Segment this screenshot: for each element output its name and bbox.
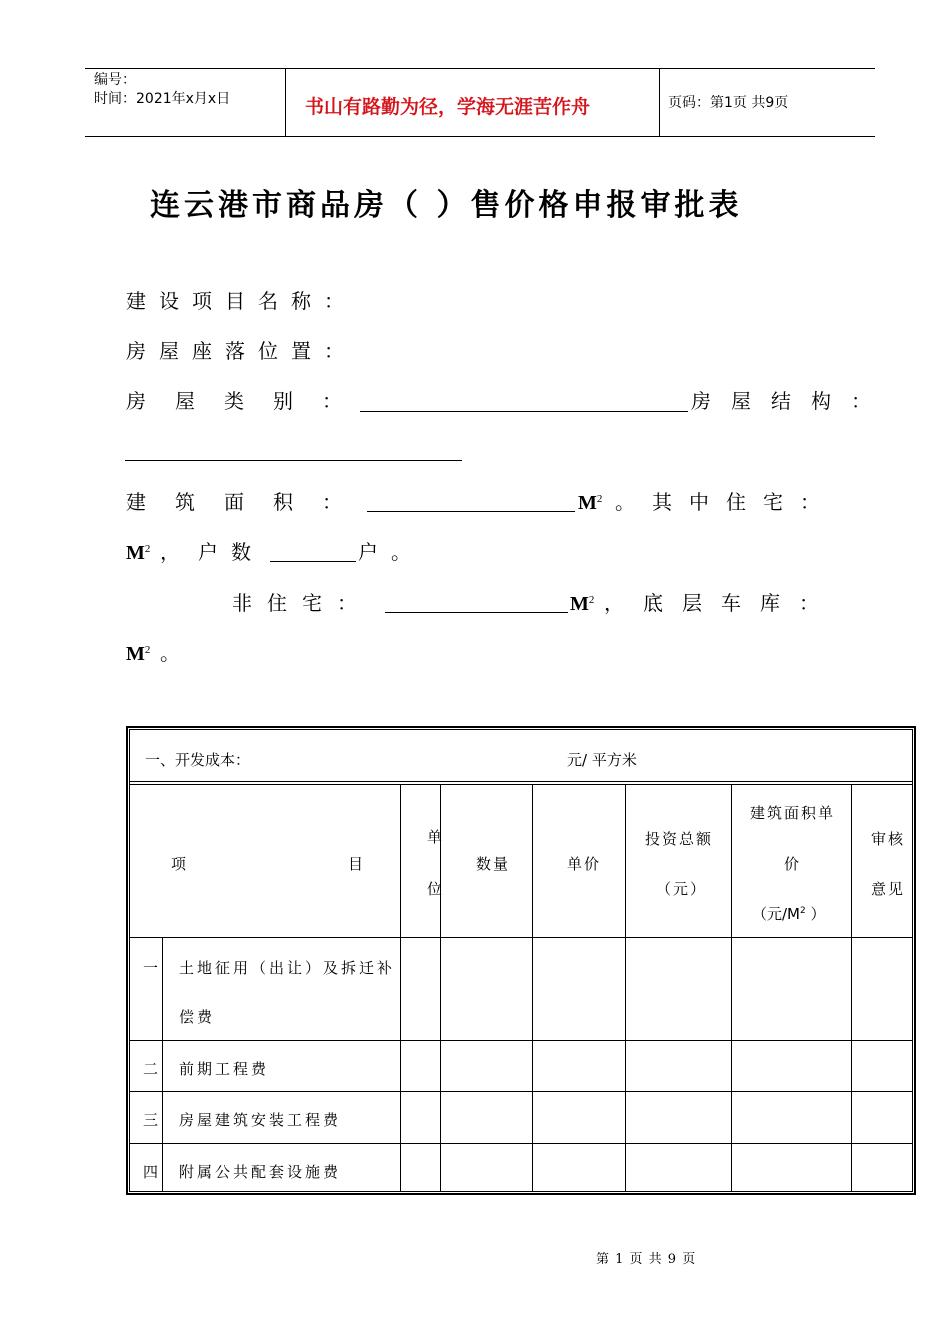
- th-review-b: 意见: [871, 880, 906, 898]
- residential-label: 。其中住宅：: [615, 490, 837, 514]
- non-residential-unit: $M^2$: [570, 593, 595, 615]
- building-area-blank[interactable]: [367, 511, 575, 512]
- row-line-2: [129, 1091, 913, 1092]
- header-motto: 书山有路勤为径，学海无涯苦作舟: [305, 96, 591, 118]
- households-blank[interactable]: [270, 561, 356, 562]
- th-area-price-b: 价: [784, 855, 802, 873]
- section-unit: 元/ 平方米: [567, 751, 637, 769]
- col-line-unit: [400, 784, 401, 1192]
- garage-label: ，底层车库：: [604, 591, 838, 615]
- households-unit: 户。: [358, 540, 424, 564]
- house-type-blank[interactable]: [360, 411, 688, 412]
- house-structure-blank[interactable]: [125, 460, 462, 461]
- th-area-price-a: 建筑面积单: [750, 804, 836, 822]
- non-residential-label: 非住宅：: [232, 591, 372, 615]
- section-title: 一、开发成本：: [145, 751, 251, 769]
- col-line-no: [162, 937, 163, 1192]
- page-footer: 第 1 页 共 9 页: [596, 1252, 697, 1267]
- households-label: 户数: [198, 540, 264, 564]
- row-name-1b: 偿费: [179, 1008, 216, 1026]
- header-number-label: 编号：: [94, 72, 136, 88]
- th-area-price-c: （元$/M^2$ ）: [752, 905, 826, 923]
- row-name-3: 房屋建筑安装工程费: [179, 1111, 342, 1129]
- row-name-1a: 土地征用（出让）及拆迁补: [179, 959, 396, 977]
- row-no-3: 三: [143, 1111, 162, 1129]
- th-total-investment-unit: （元）: [656, 880, 708, 898]
- page-title: 连云港市商品房（ ）售价格申报审批表: [150, 188, 743, 223]
- th-total-investment: 投资总额: [645, 830, 714, 848]
- header-divider-1: [285, 68, 286, 136]
- project-name-label: 建设项目名称：: [126, 289, 357, 313]
- header-time-label: 时间：2021年x月x日: [94, 91, 231, 107]
- building-area-label: 建筑面积：: [126, 490, 371, 514]
- section-rule-1: [129, 781, 913, 782]
- col-line-area: [731, 784, 732, 1192]
- th-item-b: 目: [348, 855, 366, 873]
- header-bottom-rule: [85, 136, 875, 137]
- th-review-a: 审核: [871, 830, 906, 848]
- th-unit-price: 单价: [567, 855, 602, 873]
- row-no-2: 二: [143, 1060, 162, 1078]
- garage-unit: $M^2$: [126, 643, 151, 665]
- building-area-unit: $M^2$: [578, 492, 603, 514]
- row-line-header: [129, 937, 913, 938]
- th-unit-b: 位: [427, 880, 445, 898]
- row-line-3: [129, 1143, 913, 1144]
- header-page-info: 页码：第1页 共9页: [668, 95, 789, 111]
- row-no-4: 四: [143, 1163, 162, 1181]
- th-item-a: 项: [171, 855, 189, 873]
- header-top-rule: [85, 68, 875, 69]
- row-name-2: 前期工程费: [179, 1060, 270, 1078]
- col-line-price: [532, 784, 533, 1192]
- residential-comma: ，: [160, 540, 193, 564]
- th-quantity: 数量: [476, 855, 511, 873]
- house-type-label: 房屋类别：: [126, 389, 371, 413]
- header-divider-2: [659, 68, 660, 136]
- col-line-review: [851, 784, 852, 1192]
- non-residential-blank[interactable]: [385, 612, 568, 613]
- house-structure-label: 房屋结构：: [691, 389, 891, 413]
- row-line-1: [129, 1040, 913, 1041]
- section-rule-2: [129, 784, 913, 785]
- th-unit-a: 单: [427, 828, 445, 846]
- garage-period: 。: [160, 641, 193, 665]
- row-no-1: 一: [143, 959, 162, 977]
- location-label: 房屋座落位置：: [126, 339, 357, 363]
- residential-unit: $M^2$: [126, 542, 151, 564]
- row-name-4: 附属公共配套设施费: [179, 1163, 342, 1181]
- col-line-total: [625, 784, 626, 1192]
